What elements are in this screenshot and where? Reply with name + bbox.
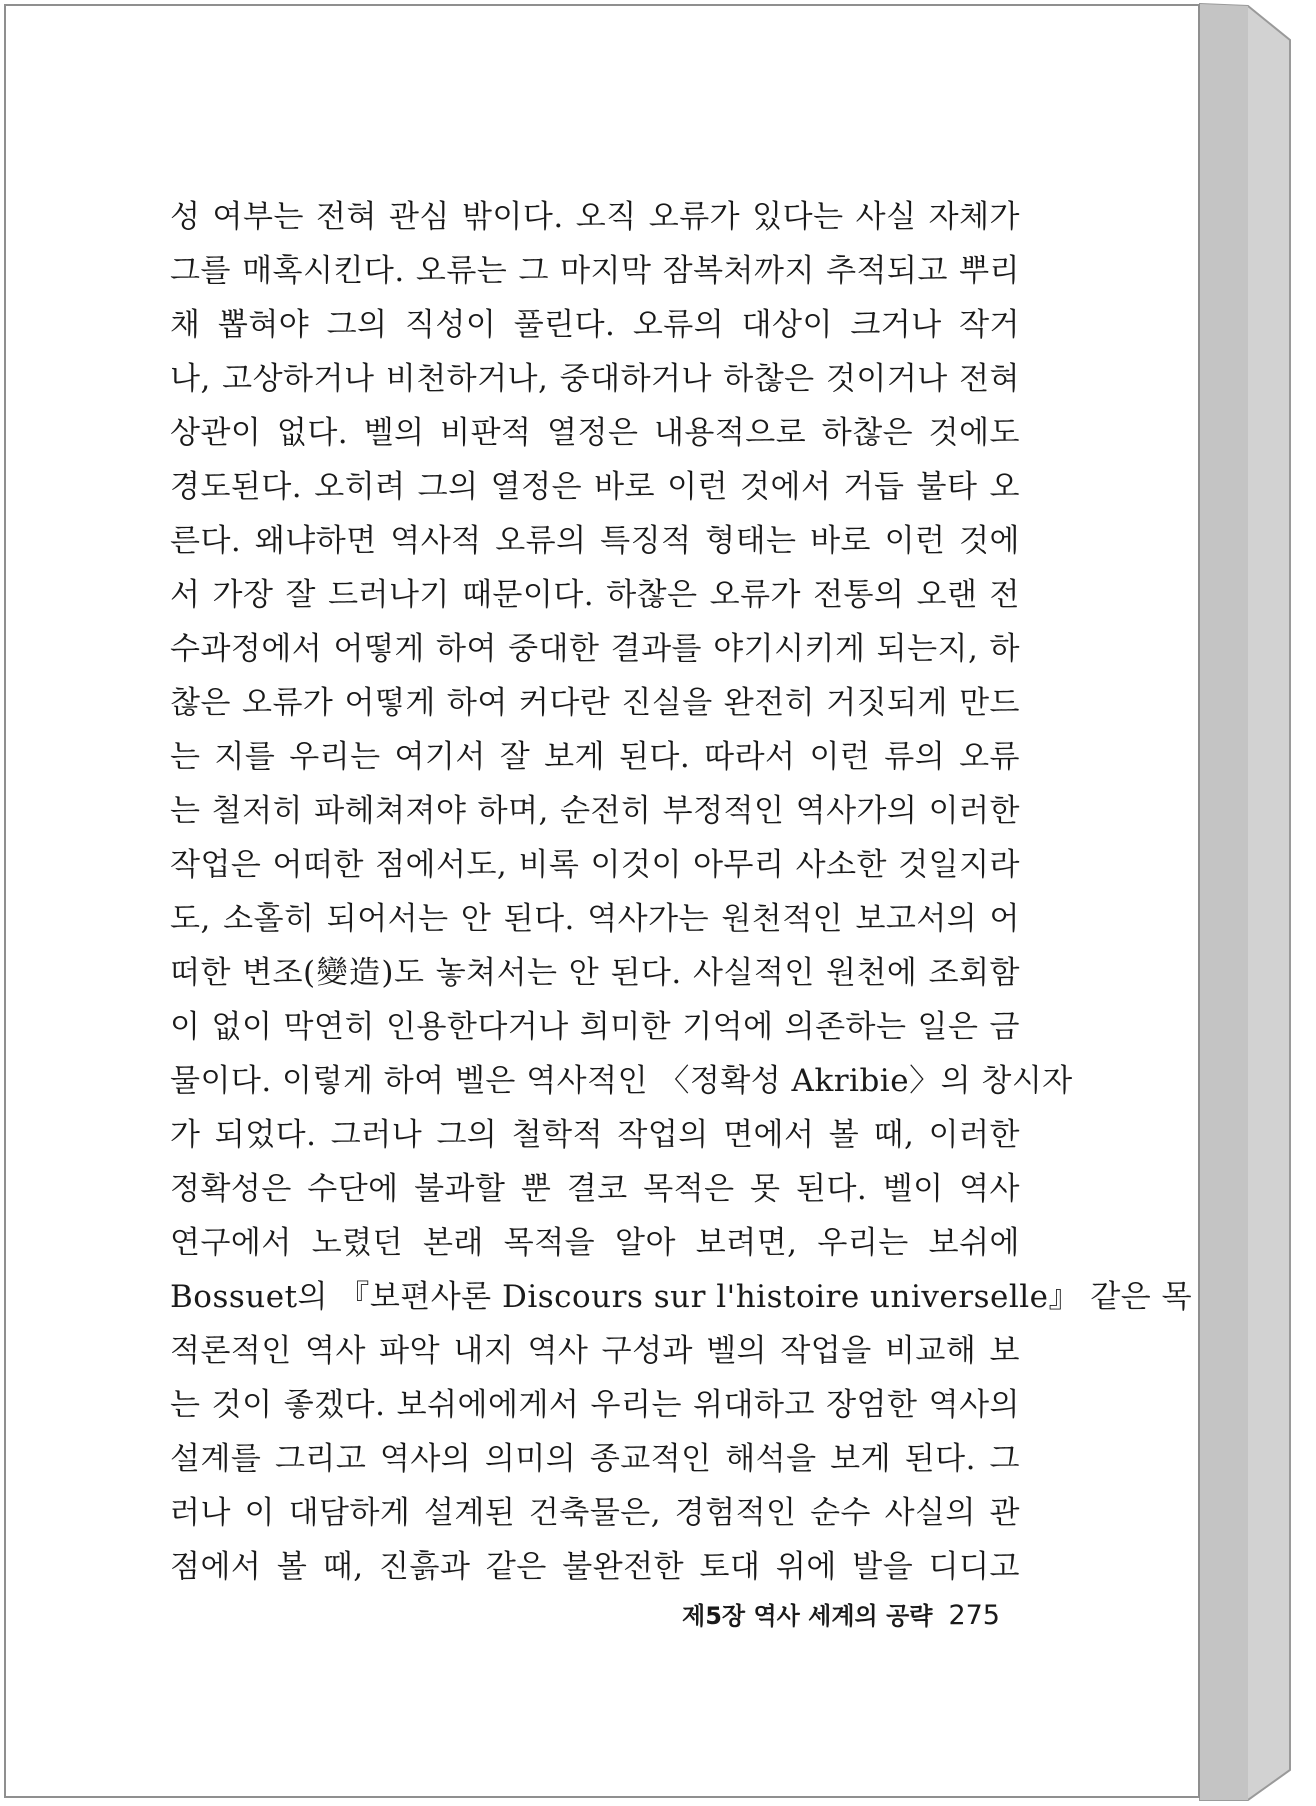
text-line: 채 뽑혀야 그의 직성이 풀린다. 오류의 대상이 크거나 작거 <box>170 307 1020 343</box>
page-number: 275 <box>948 1600 1000 1631</box>
text-line: 러나 이 대담하게 설계된 건축물은, 경험적인 순수 사실의 관 <box>170 1495 1020 1531</box>
text-line: 는 것이 좋겠다. 보쉬에에게서 우리는 위대하고 장엄한 역사의 <box>170 1387 1020 1423</box>
text-line: 떠한 변조(變造)도 놓쳐서는 안 된다. 사실적인 원천에 조회함 <box>170 955 1020 991</box>
text-line: 상관이 없다. 벨의 비판적 열정은 내용적으로 하찮은 것에도 <box>170 415 1020 451</box>
text-line: 점에서 볼 때, 진흙과 같은 불완전한 토대 위에 발을 디디고 <box>170 1549 1020 1585</box>
text-line: 른다. 왜냐하면 역사적 오류의 특징적 형태는 바로 이런 것에 <box>170 523 1020 559</box>
text-line: 연구에서 노렸던 본래 목적을 알아 보려면, 우리는 보쉬에 <box>170 1225 1020 1261</box>
text-line: 찮은 오류가 어떻게 하여 커다란 진실을 완전히 거짓되게 만드 <box>170 685 1020 721</box>
text-line: 정확성은 수단에 불과할 뿐 결코 목적은 못 된다. 벨이 역사 <box>170 1171 1020 1207</box>
text-line: 그를 매혹시킨다. 오류는 그 마지막 잠복처까지 추적되고 뿌리 <box>170 253 1020 289</box>
page-stack-edge <box>1198 0 1314 1806</box>
text-line: 경도된다. 오히려 그의 열정은 바로 이런 것에서 거듭 불타 오 <box>170 469 1020 505</box>
text-line: 성 여부는 전혀 관심 밖이다. 오직 오류가 있다는 사실 자체가 <box>170 199 1020 235</box>
text-line: Bossuet의 『보편사론 Discours sur l'histoire universelle』 같은 목 <box>170 1279 1193 1315</box>
text-line: 적론적인 역사 파악 내지 역사 구성과 벨의 작업을 비교해 보 <box>170 1333 1020 1369</box>
text-line: 나, 고상하거나 비천하거나, 중대하거나 하찮은 것이거나 전혀 <box>170 361 1020 397</box>
text-line: 가 되었다. 그러나 그의 철학적 작업의 면에서 볼 때, 이러한 <box>170 1117 1020 1153</box>
text-line: 작업은 어떠한 점에서도, 비록 이것이 아무리 사소한 것일지라 <box>170 847 1020 883</box>
text-line: 도, 소홀히 되어서는 안 된다. 역사가는 원천적인 보고서의 어 <box>170 901 1020 937</box>
chapter-title: 제5장 역사 세계의 공략 <box>682 1602 933 1630</box>
text-line: 설계를 그리고 역사의 의미의 종교적인 해석을 보게 된다. 그 <box>170 1441 1020 1477</box>
text-line: 물이다. 이렇게 하여 벨은 역사적인 〈정확성 Akribie〉의 창시자 <box>170 1063 1073 1099</box>
text-line: 서 가장 잘 드러나기 때문이다. 하찮은 오류가 전통의 오랜 전 <box>170 577 1020 613</box>
text-line: 수과정에서 어떻게 하여 중대한 결과를 야기시키게 되는지, 하 <box>170 631 1020 667</box>
text-line: 는 지를 우리는 여기서 잘 보게 된다. 따라서 이런 류의 오류 <box>170 739 1020 775</box>
running-footer <box>600 1596 1000 1631</box>
text-line: 이 없이 막연히 인용한다거나 희미한 기억에 의존하는 일은 금 <box>170 1009 1020 1045</box>
body-text <box>170 190 1193 1594</box>
text-line: 는 철저히 파헤쳐져야 하며, 순전히 부정적인 역사가의 이러한 <box>170 793 1020 829</box>
